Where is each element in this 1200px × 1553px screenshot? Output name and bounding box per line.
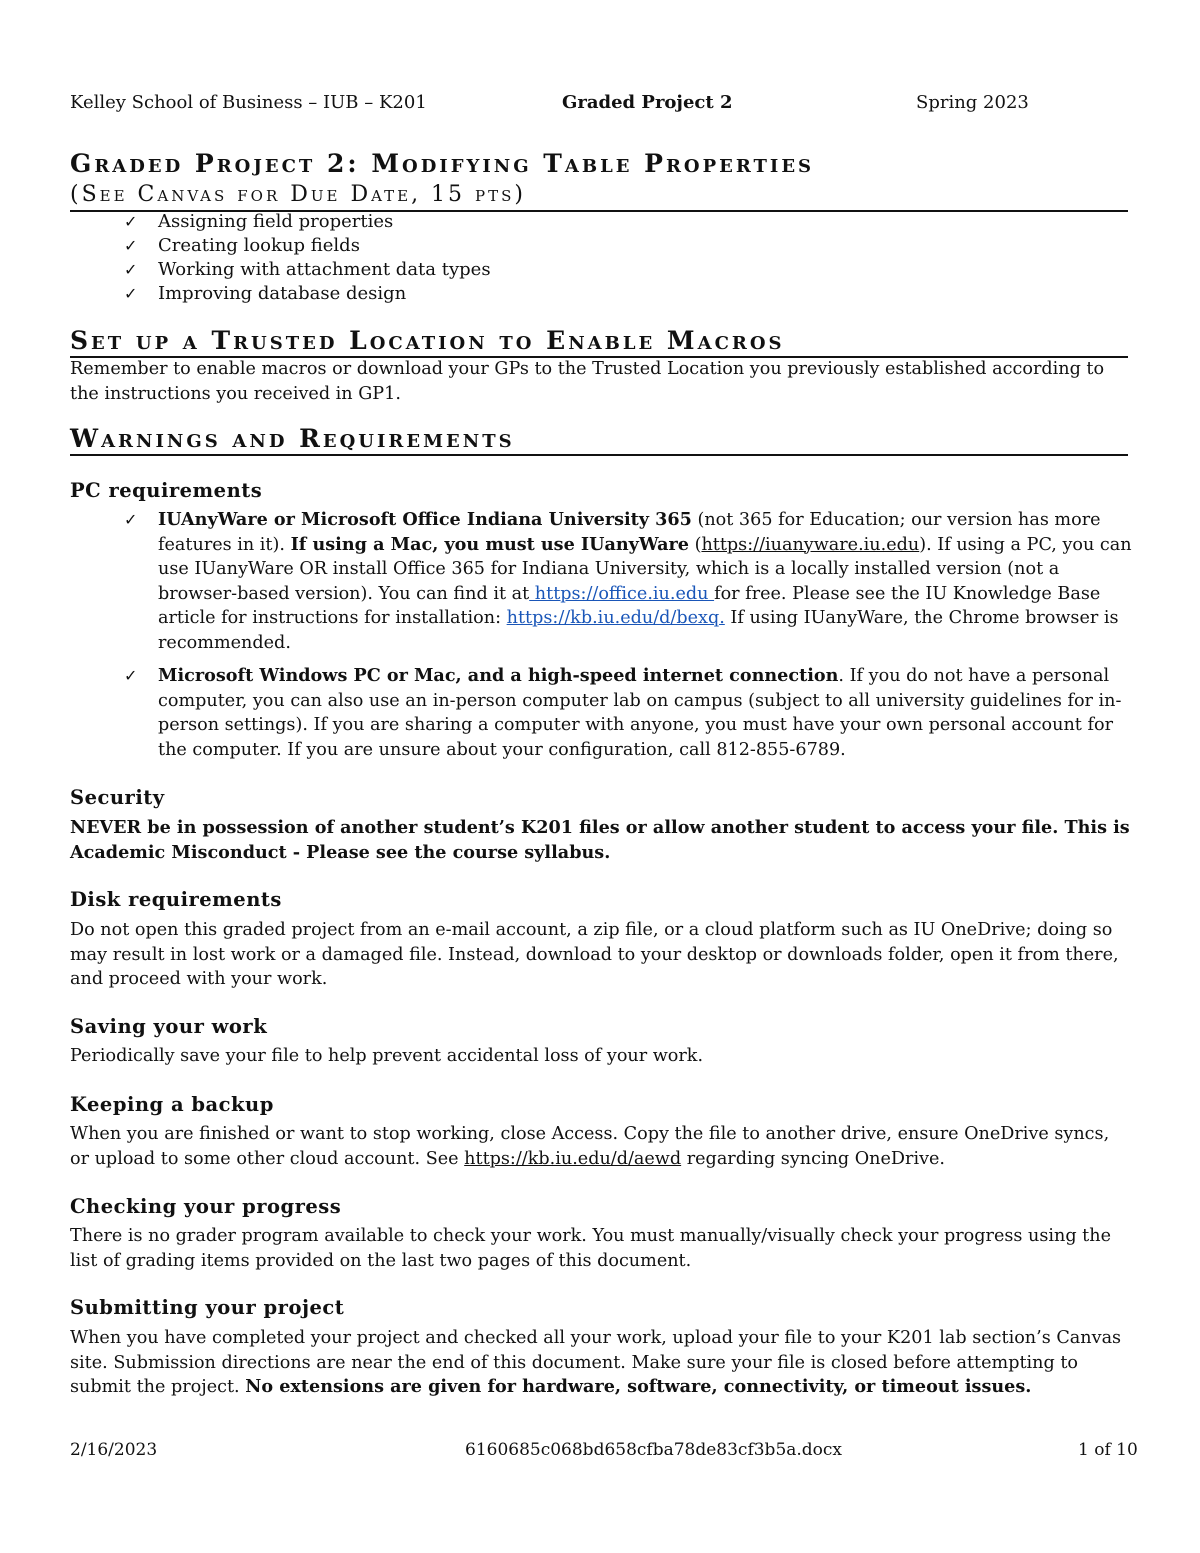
saving-work-text: Periodically save your file to help prevent accidental loss of your work. (70, 1046, 704, 1066)
kb-bexq-link[interactable]: https://kb.iu.edu/d/bexq. (506, 608, 725, 628)
security-text: NEVER be in possession of another student’s K201 files or allow another student to access your file. This is Academic Misconduct - Please see the course syllabus. (70, 817, 1130, 863)
pc-requirement-item-2: ✓ Microsoft Windows PC or Mac, and a high-speed internet connection. If you do not have a personal computer, you can also use an in-person computer lab on campus (subject to all university guidelines for in-person settings). If you are sharing a computer with anyone, you must have your own personal account for the computer. If you are unsure about your configuration, call 812-855-6789. (124, 665, 1122, 760)
checking-progress-text: There is no grader program available to check your work. You must manually/visually check your progress using the list of grading items provided on the last two pages of this document. (70, 1226, 1111, 1271)
list-item: ✓ Assigning field properties (124, 211, 394, 232)
header-center: Graded Project 2 (562, 92, 733, 113)
header-right: Spring 2023 (916, 92, 1029, 113)
page-title: Graded Project 2: Modifying Table Properties (70, 149, 815, 178)
backup-text: When you are finished or want to stop working, close Access. Copy the file to another drive, ensure OneDrive syncs, or upload to some other cloud account. See https://kb.iu.edu/d/aewd regarding syncing OneDrive. (70, 1124, 1110, 1169)
objectives-list (124, 210, 491, 306)
checkmark-icon: ✓ (124, 284, 138, 303)
footer-page-number: 1 of 10 (1078, 1440, 1138, 1460)
office-link[interactable]: https://office.iu.edu (529, 583, 715, 604)
page-subtitle: (See Canvas for Due Date, 15 pts) (70, 180, 1128, 212)
trusted-location-text: Remember to enable macros or download your GPs to the Trusted Location you previously established according to the instructions you received in GP1. (70, 359, 1105, 404)
disk-requirements-text: Do not open this graded project from an e-mail account, a zip file, or a cloud platform such as IU OneDrive; doing so may result in lost work or a damaged file. Instead, download to your desktop or downloads folder, open it from there, and proceed with your work. (70, 920, 1119, 989)
submitting-heading: Submitting your project (70, 1296, 345, 1319)
list-item: ✓ Creating lookup fields (124, 235, 360, 256)
iuanyware-link[interactable]: https://iuanyware.iu.edu (701, 534, 920, 555)
list-item: ✓ Working with attachment data types (124, 259, 491, 280)
header-left: Kelley School of Business – IUB – K201 (70, 92, 427, 113)
saving-work-heading: Saving your work (70, 1015, 268, 1038)
checkmark-icon: ✓ (124, 666, 138, 685)
submitting-text: When you have completed your project and checked all your work, upload your file to your K201 lab section’s Canvas site. Submission directions are near the end of this document. Make sure your file is closed before attempting to submit the project. No extensions are given for hardware, software, connectivity, or timeout issues. (70, 1328, 1122, 1397)
checkmark-icon: ✓ (124, 236, 138, 255)
footer-filename: 6160685c068bd658cfba78de83cf3b5a.docx (465, 1440, 843, 1460)
trusted-location-heading: Set up a Trusted Location to Enable Macros (70, 326, 1128, 358)
pc-requirement-item-1: ✓ IUAnyWare or Microsoft Office Indiana University 365 (not 365 for Education; our version has more features in it). If using a Mac, you must use IUanyWare (https://iuanyware.iu.edu). If using a PC, you can use IUanyWare OR install Office 365 for Indiana University, which is a locally installed version (not a browser-based version). You can find it at https://office.iu.edu for free. Please see the IU Knowledge Base article for instructions for installation: https://kb.iu.edu/d/bexq. If using IUanyWare, the Chrome browser is recommended. (124, 509, 1132, 653)
disk-requirements-heading: Disk requirements (70, 888, 282, 911)
kb-aewd-link[interactable]: https://kb.iu.edu/d/aewd (464, 1148, 682, 1169)
checkmark-icon: ✓ (124, 212, 138, 231)
security-heading: Security (70, 786, 165, 809)
backup-heading: Keeping a backup (70, 1093, 274, 1116)
warnings-heading: Warnings and Requirements (70, 424, 1128, 456)
footer-date: 2/16/2023 (70, 1440, 158, 1460)
checkmark-icon: ✓ (124, 260, 138, 279)
checking-progress-heading: Checking your progress (70, 1195, 342, 1218)
list-item: ✓ Improving database design (124, 283, 407, 304)
pc-requirements-heading: PC requirements (70, 479, 263, 502)
checkmark-icon: ✓ (124, 510, 138, 529)
